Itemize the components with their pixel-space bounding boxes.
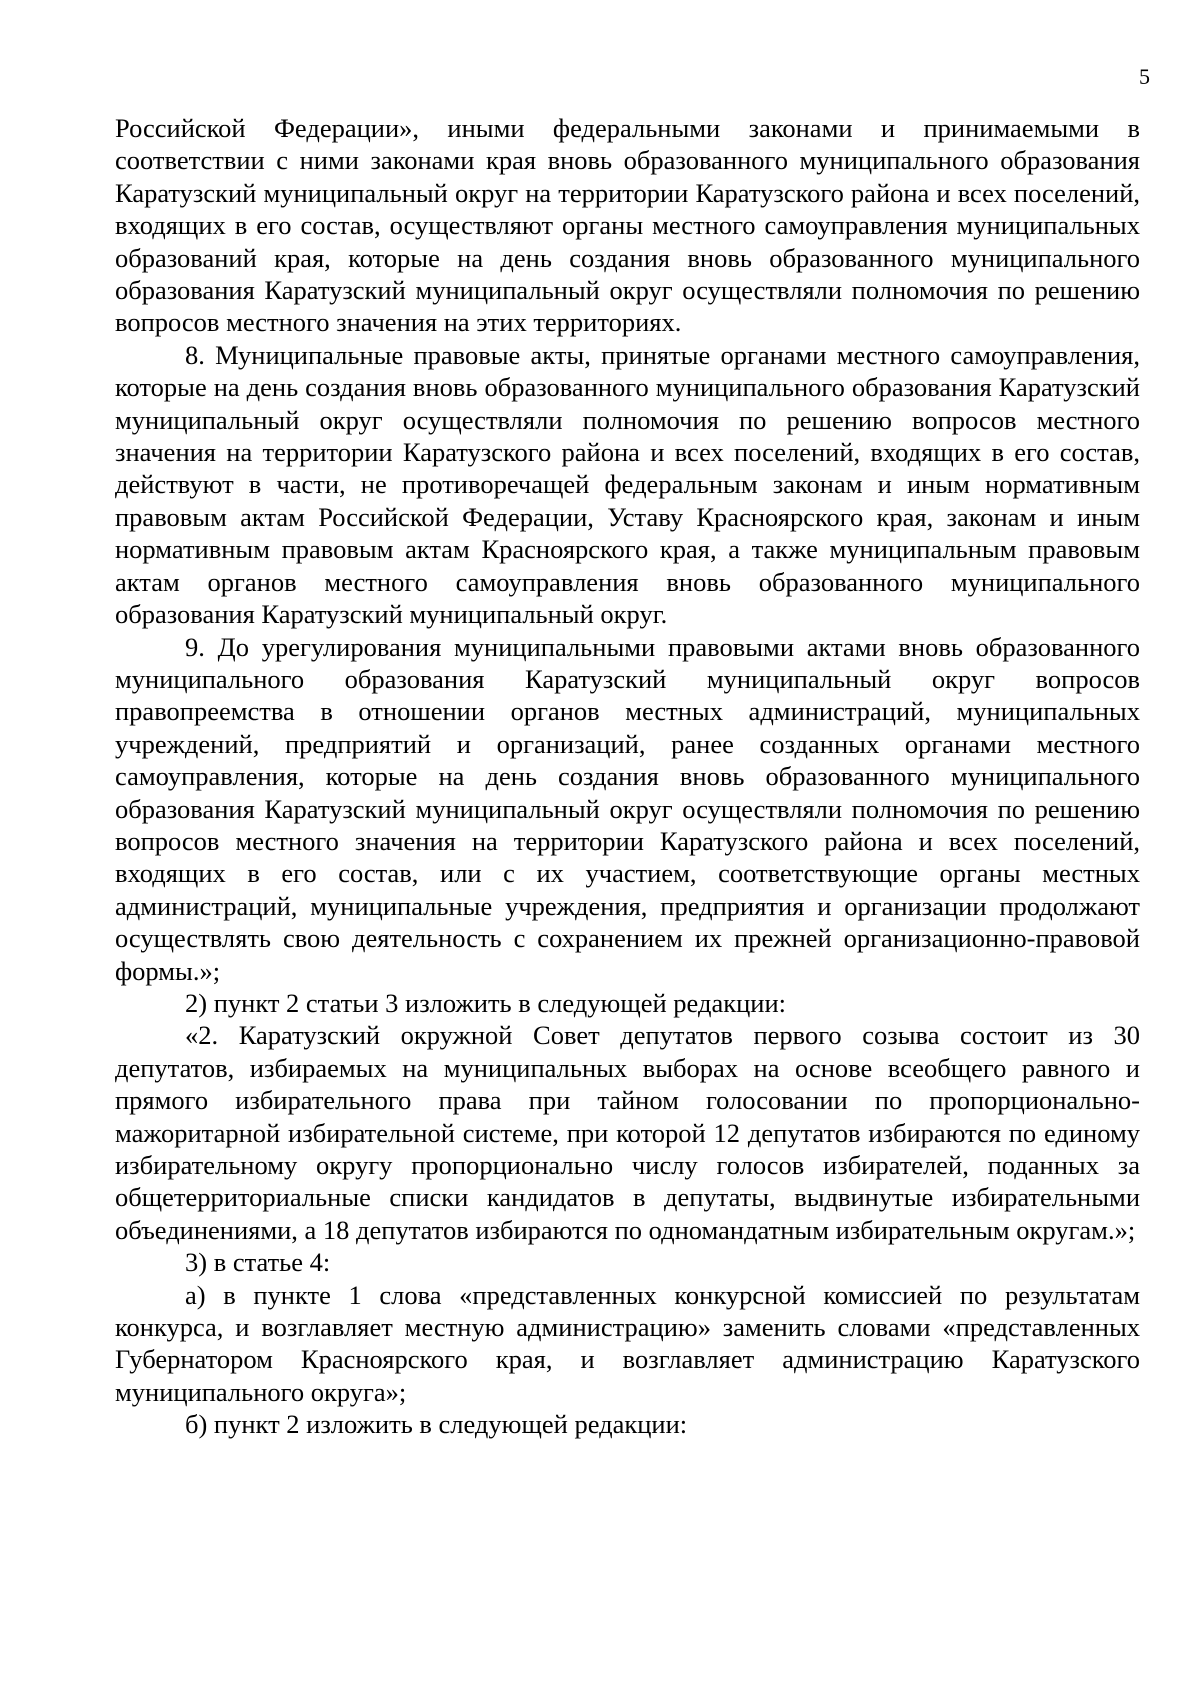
paragraph-subitem-a: а) в пункте 1 слова «представленных конкурсной комиссией по результатам конкурса, и возглавляет местную администрацию» заменить словами «представленных Губернатором Красноярского края, и возглавляет администрацию Каратузского муниципального округа»; [115,1279,1140,1407]
paragraph-amendment-3: 3) в статье 4: [185,1247,331,1278]
page-number: 5 [1139,64,1150,89]
paragraph-amendment-2: 2) пункт 2 статьи 3 изложить в следующей редакции: [185,987,786,1018]
paragraph-article-3-clause-2: «2. Каратузский окружной Совет депутатов первого созыва состоит из 30 депутатов, избираемых на муниципальных выборах на основе всеобщего равного и прямого избирательного права при тайном голосовании по пропорционально-мажоритарной избирательной системе, при которой 12 депутатов избираются по единому избирательному округу пропорционально числу голосов избирателей, поданных за общетерриториальные списки кандидатов в депутаты, выдвинутые избирательными объединениями, а 18 депутатов избираются по одномандатным избирательным округам.»; [115,1020,1140,1245]
paragraph-item-9: 9. До урегулирования муниципальными правовыми актами вновь образованного муниципального образования Каратузский муниципальный округ вопросов правопреемства в отношении органов местных администраций, муниципальных учреждений, предприятий и организаций, ранее созданных органами местного самоуправления, которые на день создания вновь образованного муниципального образования Каратузский муниципальный округ осуществляли полномочия по решению вопросов местного значения на территории Каратузского района и всех поселений, входящих в его состав, или с их участием, соответствующие органы местных администраций, муниципальные учреждения, предприятия и организации продолжают осуществлять свою деятельность с сохранением их прежней организационно-правовой формы.»; [115,631,1140,986]
paragraph-item-8: 8. Муниципальные правовые акты, принятые органами местного самоуправления, которые на день создания вновь образованного муниципального образования Каратузский муниципальный округ осуществляли полномочия по решению вопросов местного значения на территории Каратузского района и всех поселений, входящих в его состав, действуют в части, не противоречащей федеральным законам и иным нормативным правовым актам Российской Федерации, Уставу Красноярского края, законам и иным нормативным правовым актам Красноярского края, а также муниципальным правовым актам органов местного самоуправления вновь образованного муниципального образования Каратузский муниципальный округ. [115,339,1140,630]
paragraph-subitem-b: б) пункт 2 изложить в следующей редакции: [185,1409,688,1440]
paragraph-continuation: Российской Федерации», иными федеральными законами и принимаемыми в соответствии с ними законами края вновь образованного муниципального образования Каратузский муниципальный округ на территории Каратузского района и всех поселений, входящих в его состав, осуществляют органы местного самоуправления муниципальных образований края, которые на день создания вновь образованного муниципального образования Каратузский муниципальный округ осуществляли полномочия по решению вопросов местного значения на этих территориях. [115,113,1140,338]
document-body [115,112,1140,1441]
